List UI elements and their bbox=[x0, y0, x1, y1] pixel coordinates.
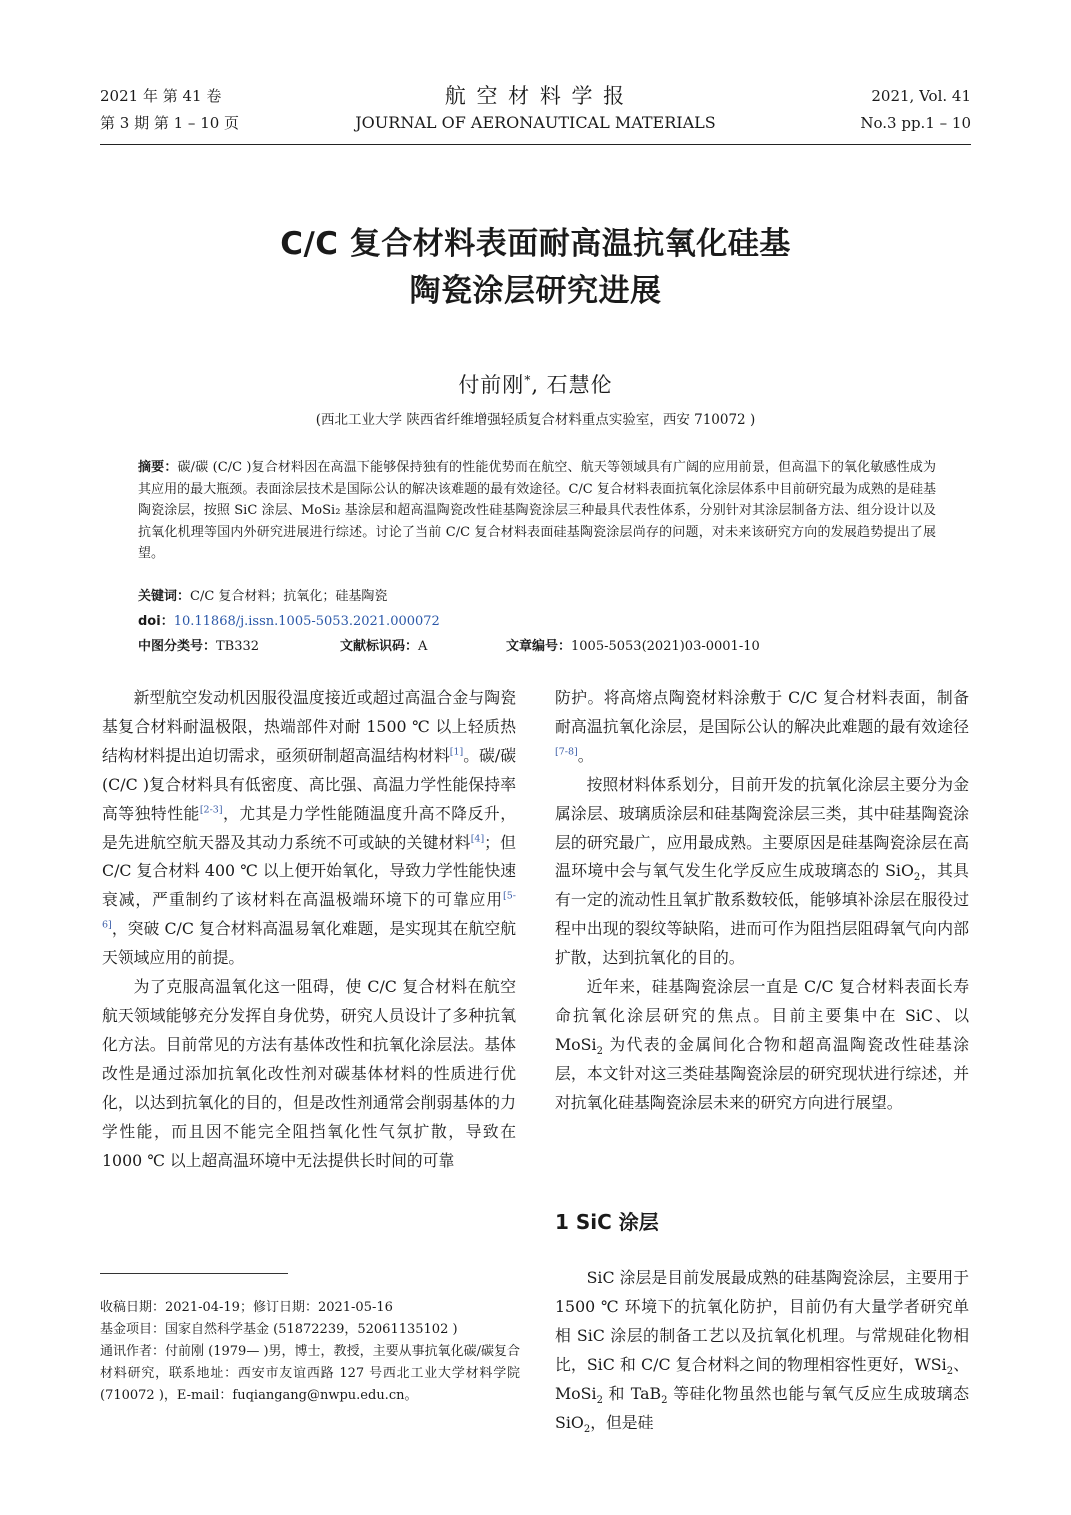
subscript: 2 bbox=[583, 1423, 591, 1435]
header-no-pages-en: No.3 pp.1 – 10 bbox=[860, 114, 971, 132]
section-1-body bbox=[555, 1264, 969, 1437]
abstract-label: 摘要： bbox=[138, 460, 178, 475]
text-run: ；但 C/C 复合材料 400 ℃ 以上便开始氧化，导致力学性能快速衰减，严重制约了该材料在高温极端环境下的可靠应用 bbox=[102, 832, 516, 910]
article-no-label: 文章编号： bbox=[506, 639, 572, 654]
keywords-label: 关键词： bbox=[138, 589, 191, 604]
header-rule bbox=[100, 144, 971, 145]
affiliation: (西北工业大学 陕西省纤维增强轻质复合材料重点实验室，西安 710072 ) bbox=[315, 412, 756, 428]
citation[interactable]: [4] bbox=[470, 833, 485, 845]
intro-paragraph-3 bbox=[555, 771, 969, 973]
intro-paragraph-2: 为了克服高温氧化这一阻碍，使 C/C 复合材料在航空航天领域能够充分发挥自身优势，研究人员设计了多种抗氧化方法。目前常见的方法有基体改性和抗氧化涂层法。基体改性是通过添加抗氧化改性剂对碳基体材料的性质进行优化，以达到抗氧化的目的，但是改性剂通常会削弱基体的力学性能，而且因不能完全阻挡氧化性气氛扩散，导致在 1000 ℃ 以上超高温环境中无法提供长时间的可靠 bbox=[102, 977, 516, 1170]
text-run: ，尤其是力学性能随温度升高不降反升，是先进航空航天器及其动力系统不可或缺的关键材料 bbox=[102, 803, 516, 852]
doi-link[interactable]: 10.11868/j.issn.1005-5053.2021.000072 bbox=[173, 614, 440, 629]
authors bbox=[0, 366, 1071, 399]
paper-title-line1: C/C 复合材料表面耐高温抗氧化硅基 bbox=[280, 226, 791, 262]
fund-info: 基金项目：国家自然科学基金 (51872239，52061135102 ) bbox=[100, 1322, 458, 1337]
subscript: 2 bbox=[596, 1394, 603, 1406]
keywords bbox=[138, 586, 936, 608]
intro-paragraph-1 bbox=[102, 684, 516, 973]
author-separator: , bbox=[531, 373, 547, 397]
left-column bbox=[102, 684, 516, 1175]
section-1-paragraph-1 bbox=[555, 1264, 969, 1437]
section-heading-1: 1 SiC 涂层 bbox=[555, 1210, 659, 1234]
citation[interactable]: [5-6] bbox=[102, 891, 516, 931]
corresponding-mark: * bbox=[524, 373, 532, 387]
classification-line bbox=[138, 636, 936, 658]
subscript: 2 bbox=[661, 1394, 668, 1406]
footnotes bbox=[100, 1297, 520, 1407]
corresponding-author: 通讯作者：付前刚 (1979— )男，博士，教授，主要从事抗氧化碳/碳复合材料研究，联系地址：西安市友谊西路 127 号西北工业大学材料学院 (710072 )，E-mail：fuqiangang@nwpu.edu.cn。 bbox=[100, 1344, 520, 1403]
abstract bbox=[138, 457, 936, 565]
author-second: 石慧伦 bbox=[546, 373, 613, 397]
text-run: ，其具有一定的流动性且氧扩散系数较低，能够填补涂层在服役过程中出现的裂纹等缺陷，进而可作为阻挡层阻碍氧气向内部扩散，达到抗氧化的目的。 bbox=[555, 861, 969, 968]
doi-line bbox=[138, 611, 936, 633]
received-date: 收稿日期：2021-04-19；修订日期：2021-05-16 bbox=[100, 1300, 393, 1315]
text-run: 等硅化物虽然也能与氧气反应生成玻璃态 SiO bbox=[555, 1383, 969, 1432]
article-no-value: 1005-5053(2021)03-0001-10 bbox=[571, 639, 760, 654]
doc-code-value: A bbox=[418, 639, 428, 654]
clc-value: TB332 bbox=[216, 639, 260, 654]
text-run: 和 TaB bbox=[602, 1383, 662, 1403]
text-run: 防护。将高熔点陶瓷材料涂敷于 C/C 复合材料表面，制备耐高温抗氧化涂层，是国际公认的解决此难题的最有效途径 bbox=[555, 688, 969, 736]
text-run: 为代表的金属间化合物和超高温陶瓷改性硅基涂层，本文针对这三类硅基陶瓷涂层的研究现状进行综述，并对抗氧化硅基陶瓷涂层未来的研究方向进行展望。 bbox=[555, 1034, 969, 1112]
doi-label: doi： bbox=[138, 614, 174, 629]
keywords-text: C/C 复合材料；抗氧化；硅基陶瓷 bbox=[190, 589, 388, 604]
text-run: ，突破 C/C 复合材料高温易氧化难题，是实现其在航空航天领域应用的前提。 bbox=[102, 919, 516, 968]
paper-title-line2: 陶瓷涂层研究进展 bbox=[409, 273, 662, 309]
journal-name-cn: 航 空 材 料 学 报 bbox=[444, 84, 627, 108]
doc-code bbox=[340, 636, 427, 658]
clc-label: 中图分类号： bbox=[138, 639, 217, 654]
text-run: 。碳/碳 (C/C )复合材料具有低密度、高比强、高温力学性能保持率高等独特性能 bbox=[102, 745, 516, 823]
author-first: 付前刚 bbox=[458, 373, 525, 397]
subscript: 2 bbox=[913, 872, 921, 884]
doc-code-label: 文献标识码： bbox=[340, 639, 419, 654]
subscript: 2 bbox=[946, 1365, 954, 1377]
article-number bbox=[506, 636, 760, 658]
text-run: ，但是硅 bbox=[590, 1412, 654, 1432]
intro-paragraph-continued bbox=[555, 684, 969, 771]
citation[interactable]: [2-3] bbox=[199, 804, 223, 816]
citation[interactable]: [1] bbox=[449, 746, 464, 758]
footnote-rule bbox=[100, 1273, 288, 1274]
text-run: 。 bbox=[577, 745, 594, 765]
header-year-volume: 2021 年 第 41 卷 bbox=[100, 87, 222, 105]
subscript: 2 bbox=[596, 1046, 603, 1058]
intro-paragraph-4 bbox=[555, 973, 969, 1118]
text-run: 近年来，硅基陶瓷涂层一直是 C/C 复合材料表面长寿命抗氧化涂层研究的焦点。目前主要集中在 SiC、以 MoSi bbox=[555, 977, 969, 1054]
text-run: 、MoSi bbox=[555, 1354, 969, 1403]
text-run: 新型航空发动机因服役温度接近或超过高温合金与陶瓷基复合材料耐温极限，热端部件对耐 1500 ℃ 以上轻质热结构材料提出迫切需求，亟须研制超高温结构材料 bbox=[102, 688, 516, 765]
right-column bbox=[555, 684, 969, 1118]
journal-name-en: JOURNAL OF AERONAUTICAL MATERIALS bbox=[355, 113, 716, 132]
text-run: SiC 涂层是目前发展最成熟的硅基陶瓷涂层，主要用于 1500 ℃ 环境下的抗氧化防护，目前仍有大量学者研究单相 SiC 涂层的制备工艺以及抗氧化机理。与常规硅化物相比，SiC 和 C/C 复合材料之间的物理相容性更好，WSi bbox=[555, 1268, 969, 1374]
citation[interactable]: [7-8] bbox=[555, 746, 578, 758]
abstract-text: 碳/碳 (C/C )复合材料因在高温下能够保持独有的性能优势而在航空、航天等领域具有广阔的应用前景，但高温下的氧化敏感性成为其应用的最大瓶颈。表面涂层技术是国际公认的解决该难题的最有效途径。C/C 复合材料表面抗氧化涂层体系中目前研究最为成熟的是硅基陶瓷涂层，按照 SiC 涂层、MoSi₂ 基涂层和超高温陶瓷改性硅基陶瓷涂层三种最具代表性体系，分别针对其涂层制备方法、组分设计以及抗氧化机理等国内外研究进展进行综述。讨论了当前 C/C 复合材料表面硅基陶瓷涂层尚存的问题，对未来该研究方向的发展趋势提出了展望。 bbox=[138, 460, 936, 561]
header-year-vol-en: 2021, Vol. 41 bbox=[871, 87, 971, 105]
text-run: 按照材料体系划分，目前开发的抗氧化涂层主要分为金属涂层、玻璃质涂层和硅基陶瓷涂层三类，其中硅基陶瓷涂层的研究最广，应用最成熟。主要原因是硅基陶瓷涂层在高温环境中会与氧气发生化学反应生成玻璃态的 SiO bbox=[555, 774, 969, 881]
header-issue-pages: 第 3 期 第 1 – 10 页 bbox=[100, 114, 240, 132]
